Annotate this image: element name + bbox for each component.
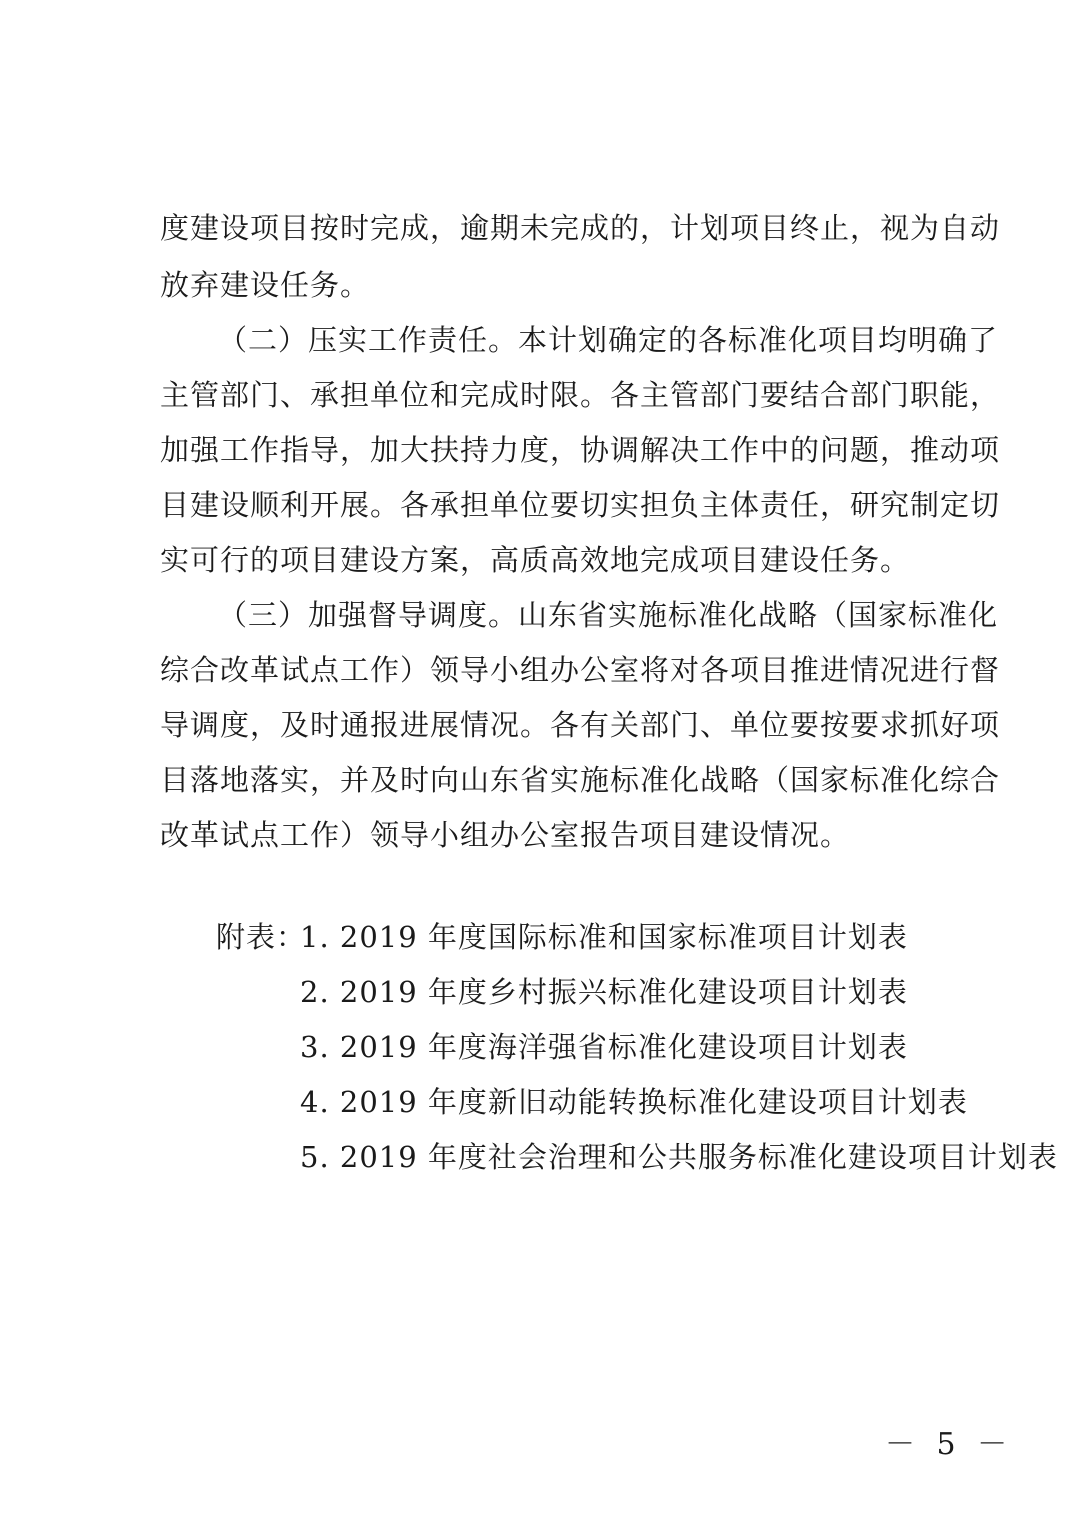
paragraph-3-line-2: 综合改革试点工作）领导小组办公室将对各项目推进情况进行督 (160, 653, 1001, 687)
paragraph-2-line-5: 实可行的项目建设方案，高质高效地完成项目建设任务。 (160, 543, 911, 577)
paragraph-2-line-3: 加强工作指导，加大扶持力度，协调解决工作中的问题，推动项 (160, 433, 1001, 467)
paragraph-3-line-1: （三）加强督导调度。山东省实施标准化战略（国家标准化 (218, 598, 999, 632)
attachment-item-2: 2. 2019 年度乡村振兴标准化建设项目计划表 (300, 975, 908, 1009)
paragraph-1-line-1: 度建设项目按时完成，逾期未完成的，计划项目终止，视为自动 (160, 211, 1001, 245)
paragraph-3-line-3: 导调度，及时通报进展情况。各有关部门、单位要按要求抓好项 (160, 708, 1001, 742)
paragraph-1-line-2: 放弃建设任务。 (160, 268, 371, 302)
paragraph-2-line-2: 主管部门、承担单位和完成时限。各主管部门要结合部门职能， (160, 378, 1001, 412)
attachment-item-5: 5. 2019 年度社会治理和公共服务标准化建设项目计划表 (300, 1140, 1058, 1174)
paragraph-3-line-5: 改革试点工作）领导小组办公室报告项目建设情况。 (160, 818, 851, 852)
attachment-item-3: 3. 2019 年度海洋强省标准化建设项目计划表 (300, 1030, 908, 1064)
paragraph-3-line-4: 目落地落实，并及时向山东省实施标准化战略（国家标准化综合 (160, 763, 1001, 797)
paragraph-2-line-4: 目建设顺利开展。各承担单位要切实担负主体责任，研究制定切 (160, 488, 1001, 522)
paragraph-2-line-1: （二）压实工作责任。本计划确定的各标准化项目均明确了 (218, 323, 999, 357)
attachment-item-4: 4. 2019 年度新旧动能转换标准化建设项目计划表 (300, 1085, 968, 1119)
attachments-label: 附表： (216, 920, 307, 954)
page-number: － 5 － (885, 1427, 1014, 1462)
attachment-item-1: 1. 2019 年度国际标准和国家标准项目计划表 (300, 920, 908, 954)
